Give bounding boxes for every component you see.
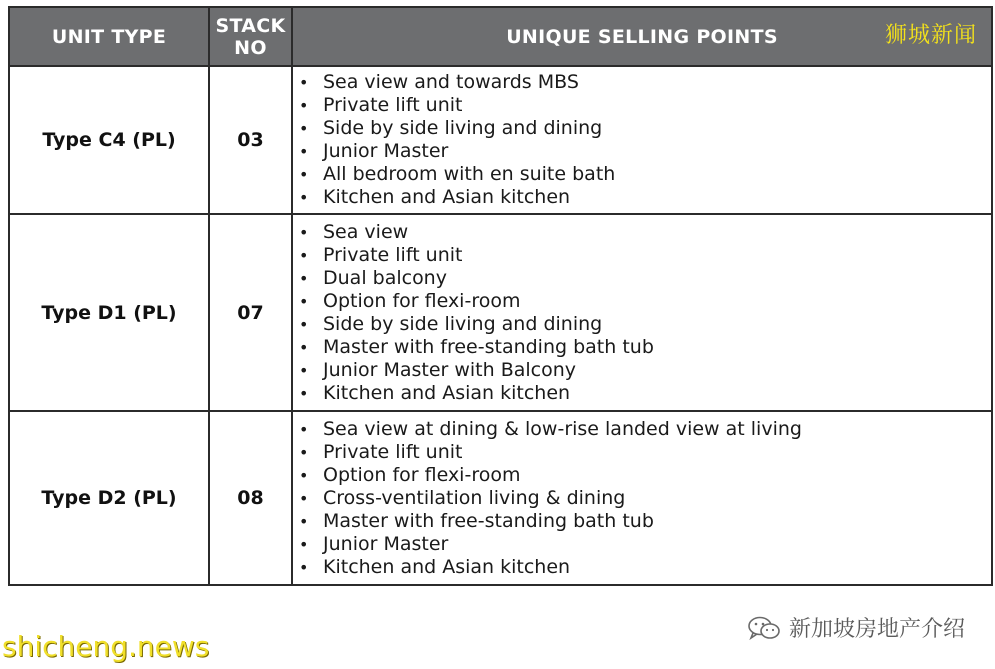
- points-cell: [292, 411, 992, 585]
- list-item: • Private lift unit: [299, 441, 991, 464]
- list-item: • Cross-ventilation living & dining: [299, 487, 991, 510]
- list-item: • Option for flexi-room: [299, 290, 991, 313]
- list-item: • Kitchen and Asian kitchen: [299, 186, 991, 209]
- list-item: • Kitchen and Asian kitchen: [299, 556, 991, 579]
- header-stack-no: [209, 7, 292, 66]
- table-row: [9, 411, 992, 585]
- list-item: • Junior Master with Balcony: [299, 359, 991, 382]
- usp-list: [299, 71, 991, 209]
- stack-cell: 07: [209, 214, 292, 411]
- list-item: • Master with free-standing bath tub: [299, 336, 991, 359]
- list-item: • Sea view and towards MBS: [299, 71, 991, 94]
- list-item: • Kitchen and Asian kitchen: [299, 382, 991, 405]
- usp-list: [299, 418, 991, 579]
- list-item: • Side by side living and dining: [299, 117, 991, 140]
- list-item: • Private lift unit: [299, 94, 991, 117]
- list-item: • Dual balcony: [299, 267, 991, 290]
- list-item: • Option for flexi-room: [299, 464, 991, 487]
- list-item: • Master with free-standing bath tub: [299, 510, 991, 533]
- points-cell: [292, 66, 992, 214]
- list-item: • Junior Master: [299, 533, 991, 556]
- wechat-account-name: 新加坡房地产介绍: [788, 617, 965, 642]
- table-row: [9, 66, 992, 214]
- wechat-account: [747, 612, 965, 643]
- wechat-icon: [747, 615, 781, 641]
- unit-type-cell: Type D2 (PL): [9, 411, 209, 585]
- site-watermark: shicheng.news: [2, 630, 210, 663]
- table-header-row: [9, 7, 992, 66]
- stack-cell: 03: [209, 66, 292, 214]
- list-item: • Junior Master: [299, 140, 991, 163]
- usp-table-container: [8, 6, 993, 582]
- header-stack-no-label: STACK NO: [215, 14, 286, 59]
- list-item: • Private lift unit: [299, 244, 991, 267]
- list-item: • All bedroom with en suite bath: [299, 163, 991, 186]
- list-item: • Sea view: [299, 221, 991, 244]
- unit-type-cell: Type C4 (PL): [9, 66, 209, 214]
- list-item: • Sea view at dining & low-rise landed view at living: [299, 418, 991, 441]
- usp-list: [299, 221, 991, 405]
- watermark-top: 狮城新闻: [884, 23, 977, 48]
- table-row: [9, 214, 992, 411]
- unit-type-cell: Type D1 (PL): [9, 214, 209, 411]
- list-item: • Side by side living and dining: [299, 313, 991, 336]
- stack-cell: 08: [209, 411, 292, 585]
- header-unit-type: UNIT TYPE: [9, 7, 209, 66]
- points-cell: [292, 214, 992, 411]
- usp-table: [8, 6, 993, 586]
- header-usp: UNIQUE SELLING POINTS: [292, 7, 992, 66]
